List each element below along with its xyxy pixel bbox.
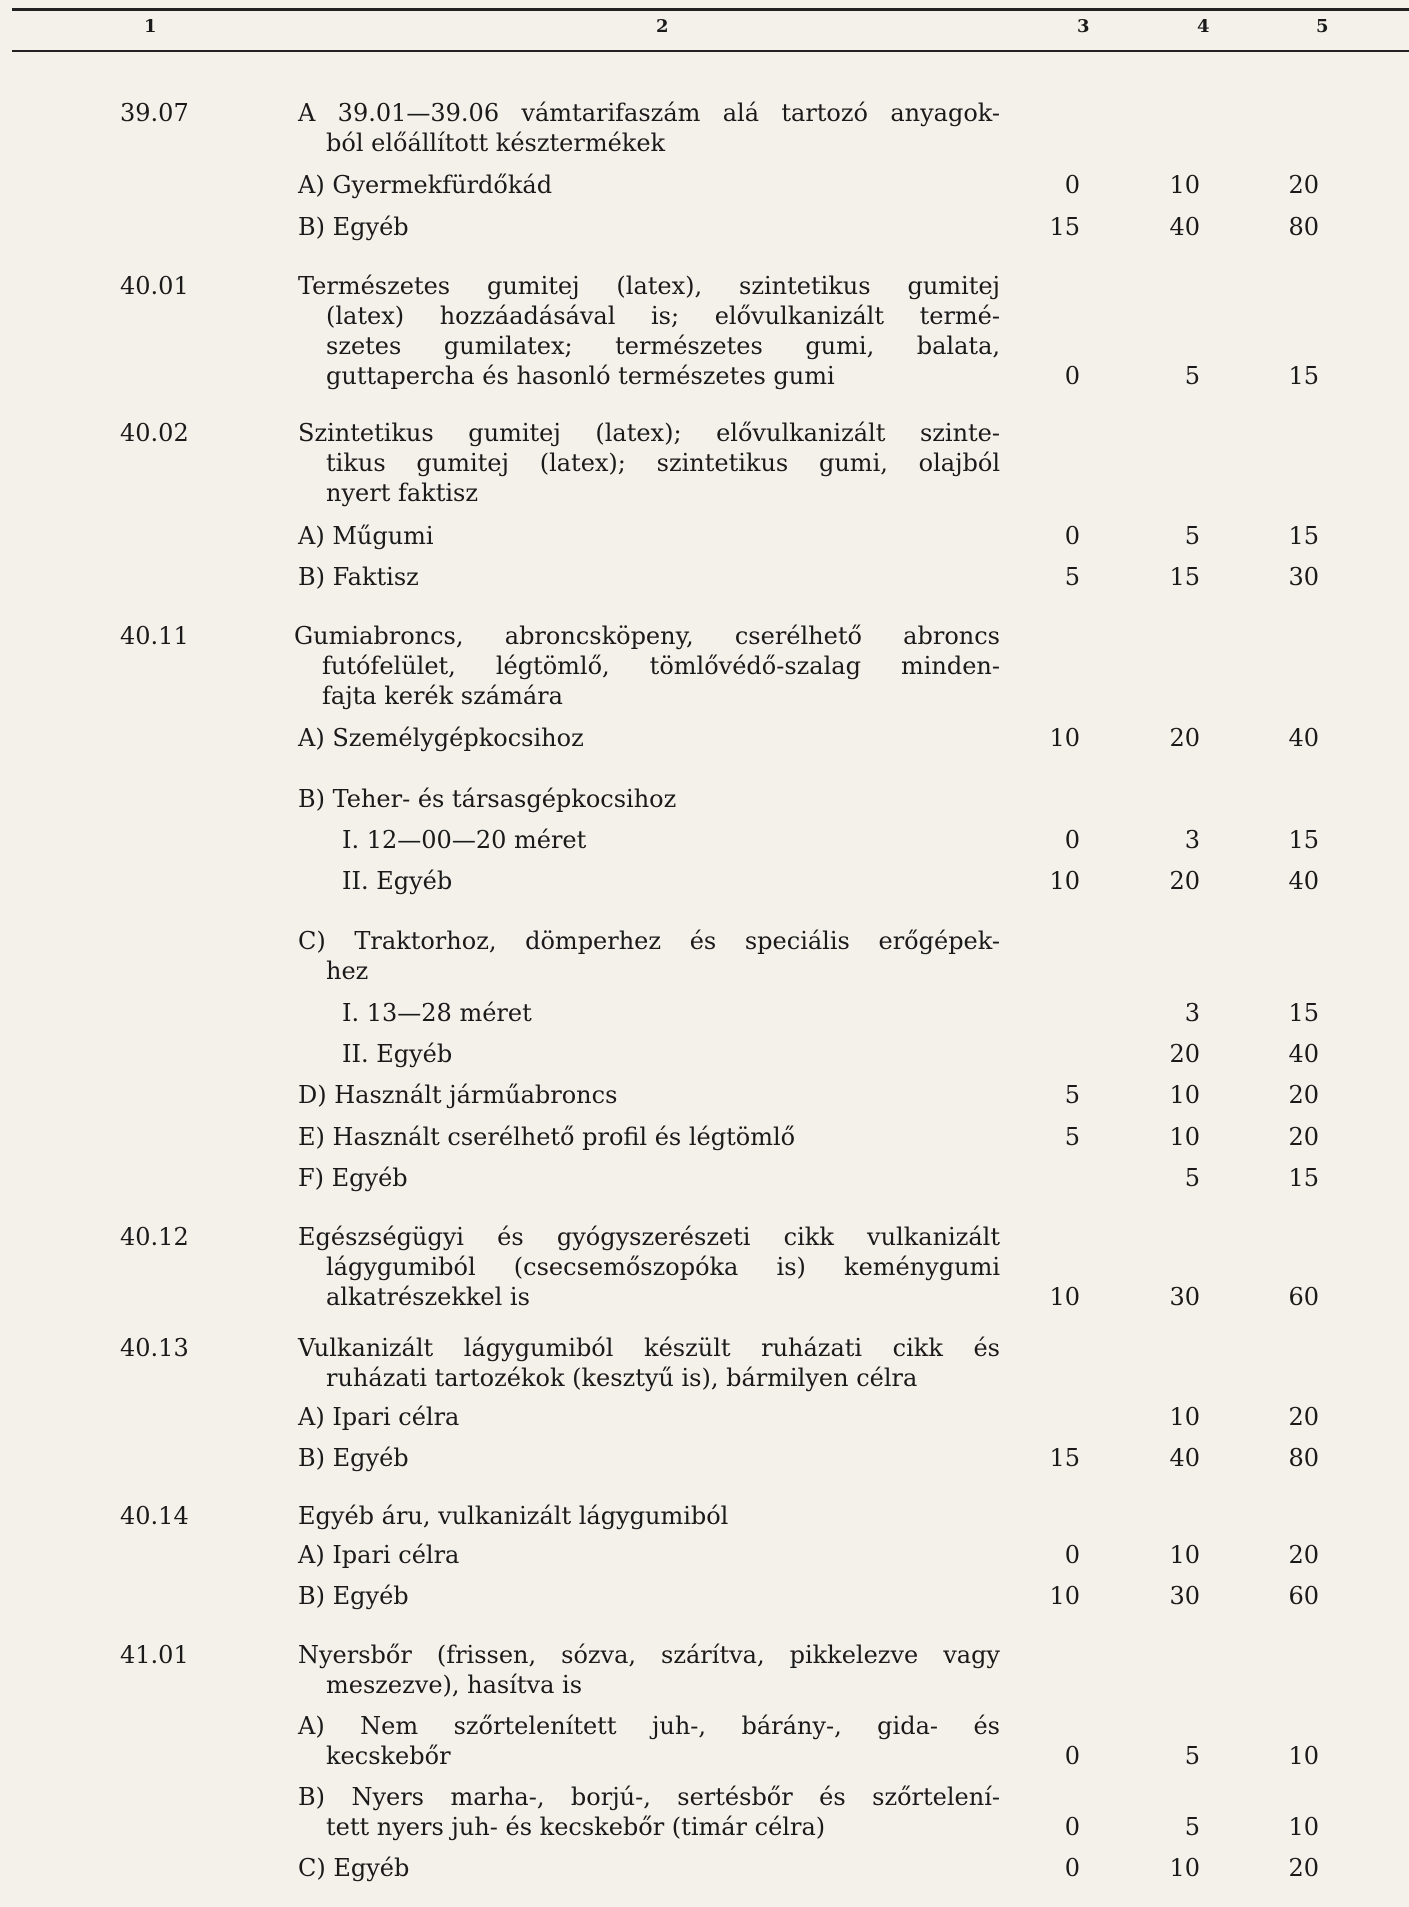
rate-col-3: 0	[1064, 1541, 1080, 1569]
description-line: lágygumiból (csecsemőszopóka is) keménygumi	[326, 1253, 1000, 1281]
column-header-1: 1	[144, 16, 157, 37]
table-row	[0, 1080, 1409, 1110]
tariff-code: 40.12	[120, 1223, 189, 1251]
item-description	[298, 1080, 998, 1110]
table-row	[0, 1640, 1409, 1700]
table-row	[0, 1443, 1409, 1473]
description-line: kecskebőr	[326, 1742, 451, 1770]
description-line: I. 13—28 méret	[342, 999, 532, 1027]
rate-col-3: 5	[1064, 1081, 1080, 1109]
description-line: Szintetikus gumitej (latex); elővulkanizált szinte-	[298, 419, 1000, 447]
table-row	[0, 1163, 1409, 1193]
table-row	[0, 998, 1409, 1028]
rate-col-4: 10	[1169, 1081, 1200, 1109]
table-row	[0, 562, 1409, 592]
table-row	[0, 1853, 1409, 1883]
rate-col-5: 15	[1288, 522, 1319, 550]
rate-col-3: 15	[1049, 213, 1080, 241]
header-rule	[12, 50, 1409, 52]
column-header-5: 5	[1316, 16, 1329, 37]
description-line: F) Egyéb	[298, 1164, 408, 1192]
description-line: tett nyers juh- és kecskebőr (timár célra)	[326, 1813, 826, 1841]
rate-col-5: 20	[1288, 171, 1319, 199]
rate-col-3: 5	[1064, 563, 1080, 591]
rate-col-4: 5	[1184, 362, 1200, 390]
description-line: A) Gyermekfürdőkád	[298, 171, 553, 199]
description-line: C) Traktorhoz, dömperhez és speciális erőgépek-	[298, 927, 1000, 955]
description-line: A) Műgumi	[298, 522, 434, 550]
rate-col-5: 20	[1288, 1081, 1319, 1109]
tariff-code: 40.02	[120, 419, 189, 447]
description-line: alkatrészekkel is	[326, 1283, 530, 1311]
table-row	[0, 212, 1409, 242]
rate-col-5: 15	[1288, 1164, 1319, 1192]
item-description	[298, 1581, 998, 1611]
rate-col-4: 20	[1169, 867, 1200, 895]
rate-col-5: 20	[1288, 1403, 1319, 1431]
table-row	[0, 271, 1409, 391]
description-line: B) Nyers marha-, borjú-, sertésbőr és szőrtelení-	[298, 1783, 1000, 1811]
table-row	[0, 723, 1409, 753]
table-row	[0, 1581, 1409, 1611]
column-header-4: 4	[1197, 16, 1210, 37]
description-line: guttapercha és hasonló természetes gumi	[326, 362, 835, 390]
table-row	[0, 926, 1409, 986]
item-description	[298, 1540, 998, 1570]
description-line: C) Egyéb	[298, 1854, 410, 1882]
item-description	[298, 1782, 1000, 1842]
rate-col-3: 0	[1064, 1813, 1080, 1841]
table-row	[0, 170, 1409, 200]
description-line: ruházati tartozékok (kesztyű is), bármilyen célra	[326, 1364, 918, 1392]
rate-col-5: 80	[1288, 213, 1319, 241]
rate-col-5: 40	[1288, 1040, 1319, 1068]
rate-col-5: 20	[1288, 1541, 1319, 1569]
item-description	[298, 170, 998, 200]
rate-col-3: 10	[1049, 724, 1080, 752]
table-row	[0, 1222, 1409, 1312]
item-description	[342, 825, 1042, 855]
description-line: fajta kerék számára	[322, 682, 563, 710]
rate-col-5: 15	[1288, 826, 1319, 854]
table-row	[0, 866, 1409, 896]
item-description	[298, 1853, 998, 1883]
description-line: D) Használt járműabroncs	[298, 1081, 618, 1109]
rate-col-4: 5	[1184, 1742, 1200, 1770]
rate-col-5: 40	[1288, 724, 1319, 752]
item-description	[298, 271, 1000, 391]
description-line: ból előállított késztermékek	[326, 129, 666, 157]
rate-col-5: 20	[1288, 1854, 1319, 1882]
table-row	[0, 825, 1409, 855]
rate-col-5: 15	[1288, 362, 1319, 390]
rate-col-4: 5	[1184, 1813, 1200, 1841]
rate-col-4: 30	[1169, 1283, 1200, 1311]
tariff-code: 40.01	[120, 272, 189, 300]
rate-col-4: 10	[1169, 171, 1200, 199]
item-description	[342, 866, 1042, 896]
description-line: B) Egyéb	[298, 213, 409, 241]
item-description	[298, 1122, 998, 1152]
rate-col-5: 15	[1288, 999, 1319, 1027]
table-row	[0, 784, 1409, 814]
table-row	[0, 621, 1409, 711]
description-line: B) Teher- és társasgépkocsihoz	[298, 785, 677, 813]
item-description	[298, 212, 998, 242]
rate-col-3: 10	[1049, 1283, 1080, 1311]
table-row	[0, 1782, 1409, 1842]
description-line: (latex) hozzáadásával is; elővulkanizált termé-	[326, 302, 1000, 330]
rate-col-4: 5	[1184, 522, 1200, 550]
table-row	[0, 1039, 1409, 1069]
item-description	[298, 926, 1000, 986]
description-line: Nyersbőr (frissen, sózva, szárítva, pikkelezve vagy	[298, 1641, 1000, 1669]
tariff-code: 40.14	[120, 1502, 189, 1530]
description-line: Vulkanizált lágygumiból készült ruházati cikk és	[298, 1334, 1000, 1362]
rate-col-4: 30	[1169, 1582, 1200, 1610]
item-description	[298, 1501, 998, 1531]
item-description	[298, 1163, 998, 1193]
item-description	[298, 418, 1000, 508]
top-rule	[12, 8, 1409, 11]
item-description	[298, 1640, 1000, 1700]
description-line: B) Faktisz	[298, 563, 419, 591]
item-description	[342, 1039, 1042, 1069]
description-line: hez	[326, 957, 369, 985]
description-line: tikus gumitej (latex); szintetikus gumi, olajból	[326, 449, 1000, 477]
rate-col-4: 10	[1169, 1541, 1200, 1569]
rate-col-4: 10	[1169, 1403, 1200, 1431]
rate-col-5: 20	[1288, 1123, 1319, 1151]
rate-col-3: 0	[1064, 171, 1080, 199]
rate-col-4: 10	[1169, 1123, 1200, 1151]
rate-col-3: 10	[1049, 867, 1080, 895]
item-description	[294, 621, 1000, 711]
description-line: A) Ipari célra	[298, 1403, 460, 1431]
description-line: B) Egyéb	[298, 1582, 409, 1610]
column-header-2: 2	[656, 16, 669, 37]
item-description	[298, 1333, 1000, 1393]
rate-col-3: 0	[1064, 1854, 1080, 1882]
item-description	[342, 998, 1042, 1028]
item-description	[298, 1222, 1000, 1312]
description-line: II. Egyéb	[342, 867, 453, 895]
description-line: szetes gumilatex; természetes gumi, balata,	[326, 332, 1000, 360]
rate-col-4: 3	[1184, 826, 1200, 854]
column-header-3: 3	[1077, 16, 1090, 37]
rate-col-3: 0	[1064, 362, 1080, 390]
item-description	[298, 562, 998, 592]
rate-col-5: 10	[1288, 1742, 1319, 1770]
rate-col-4: 40	[1169, 1444, 1200, 1472]
description-line: E) Használt cserélhető profil és légtömlő	[298, 1123, 796, 1151]
description-line: B) Egyéb	[298, 1444, 409, 1472]
description-line: I. 12—00—20 méret	[342, 826, 587, 854]
description-line: A) Ipari célra	[298, 1541, 460, 1569]
table-row	[0, 521, 1409, 551]
tariff-code: 39.07	[120, 99, 189, 127]
item-description	[298, 521, 998, 551]
rate-col-5: 30	[1288, 563, 1319, 591]
rate-col-4: 40	[1169, 213, 1200, 241]
table-row	[0, 418, 1409, 508]
description-line: A) Nem szőrtelenített juh-, bárány-, gida- és	[298, 1712, 1000, 1740]
rate-col-4: 15	[1169, 563, 1200, 591]
rate-col-3: 10	[1049, 1582, 1080, 1610]
description-line: nyert faktisz	[326, 479, 478, 507]
description-line: II. Egyéb	[342, 1040, 453, 1068]
description-line: meszezve), hasítva is	[326, 1671, 583, 1699]
description-line: Gumiabroncs, abroncsköpeny, cserélhető abroncs	[294, 622, 1000, 650]
table-row	[0, 1122, 1409, 1152]
item-description	[298, 98, 1000, 158]
rate-col-3: 15	[1049, 1444, 1080, 1472]
rate-col-5: 10	[1288, 1813, 1319, 1841]
rate-col-3: 5	[1064, 1123, 1080, 1151]
item-description	[298, 1711, 1000, 1771]
item-description	[298, 723, 998, 753]
description-line: Egészségügyi és gyógyszerészeti cikk vulkanizált	[298, 1223, 1000, 1251]
item-description	[298, 784, 998, 814]
rate-col-4: 20	[1169, 724, 1200, 752]
tariff-code: 41.01	[120, 1641, 189, 1669]
table-row	[0, 1501, 1409, 1531]
description-line: A) Személygépkocsihoz	[298, 724, 584, 752]
rate-col-3: 0	[1064, 826, 1080, 854]
table-row	[0, 1711, 1409, 1771]
tariff-code: 40.11	[120, 622, 189, 650]
rate-col-4: 20	[1169, 1040, 1200, 1068]
description-line: Egyéb áru, vulkanizált lágygumiból	[298, 1502, 729, 1530]
rate-col-4: 3	[1184, 999, 1200, 1027]
tariff-code: 40.13	[120, 1334, 189, 1362]
table-row	[0, 98, 1409, 158]
rate-col-4: 10	[1169, 1854, 1200, 1882]
rate-col-5: 60	[1288, 1582, 1319, 1610]
rate-col-5: 60	[1288, 1283, 1319, 1311]
rate-col-5: 80	[1288, 1444, 1319, 1472]
rate-col-5: 40	[1288, 867, 1319, 895]
item-description	[298, 1402, 998, 1432]
table-row	[0, 1540, 1409, 1570]
table-row	[0, 1402, 1409, 1432]
rate-col-3: 0	[1064, 1742, 1080, 1770]
table-row	[0, 1333, 1409, 1393]
description-line: A 39.01—39.06 vámtarifaszám alá tartozó anyagok-	[298, 99, 1000, 127]
description-line: Természetes gumitej (latex), szintetikus gumitej	[298, 272, 1000, 300]
item-description	[298, 1443, 998, 1473]
description-line: futófelület, légtömlő, tömlővédő-szalag minden-	[322, 652, 1000, 680]
rate-col-3: 0	[1064, 522, 1080, 550]
rate-col-4: 5	[1184, 1164, 1200, 1192]
